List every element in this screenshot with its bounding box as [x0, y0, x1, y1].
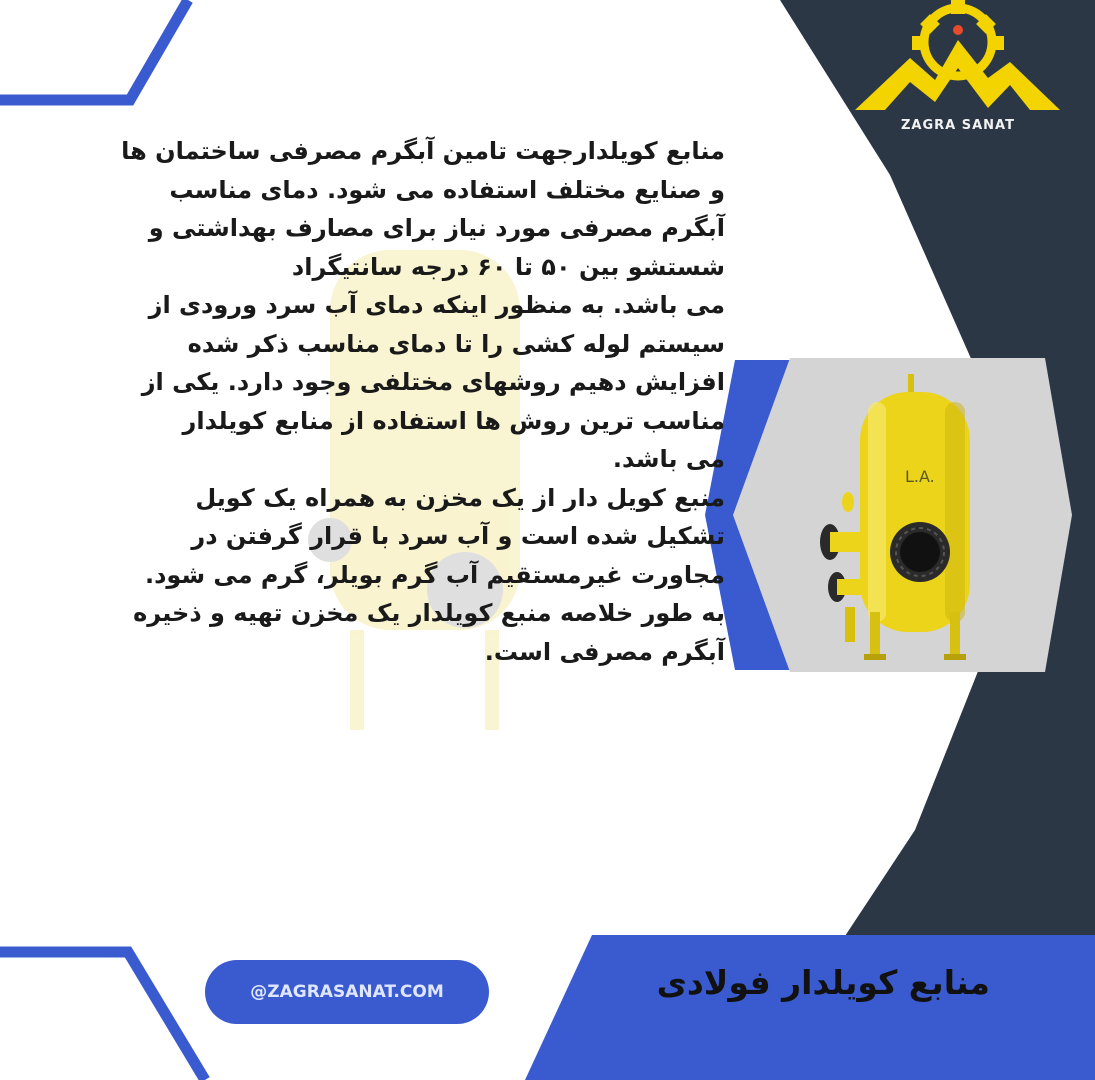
description-text — [60, 132, 725, 671]
website-text: @ZAGRASANAT.COM — [250, 982, 444, 1002]
page-title: منابع کویلدار فولادی — [656, 963, 990, 1002]
top-left-frame — [0, 0, 188, 100]
brand-name: ZAGRA SANAT — [901, 118, 1015, 133]
tank-label: L.A. — [905, 467, 935, 486]
website-badge[interactable] — [205, 960, 489, 1024]
bottom-left-frame — [0, 952, 205, 1080]
paragraph-intro: منابع کویلدارجهت تامین آبگرم مصرفی ساختمان ها و صنایع مختلف استفاده می شود. دمای مناسب آبگرم مصرفی مورد نیاز برای مصارف بهداشتی و شستشو بین ۵۰ تا ۶۰ درجه سانتیگراد می باشد. به منظور اینکه دمای آب سرد ورودی از سیستم لوله کشی را تا دمای مناسب ذکر شده افزایش دهیم روشهای مختلفی وجود دارد. یکی از مناسب ترین روش ها استفاده از منابع کویلدار می باشد. — [121, 137, 725, 473]
mountain-icon — [855, 25, 1060, 110]
paragraph-summary: منبع کویل دار از یک مخزن به همراه یک کویل تشکیل شده است و آب سرد با قرار گرفتن در مجاورت غیرمستقیم آب گرم بویلر، گرم می شود. به طور خلاصه منبع کویلدار یک مخزن تهیه و ذخیره آبگرم مصرفی است. — [133, 483, 725, 666]
coil-tank-image — [760, 362, 1060, 667]
